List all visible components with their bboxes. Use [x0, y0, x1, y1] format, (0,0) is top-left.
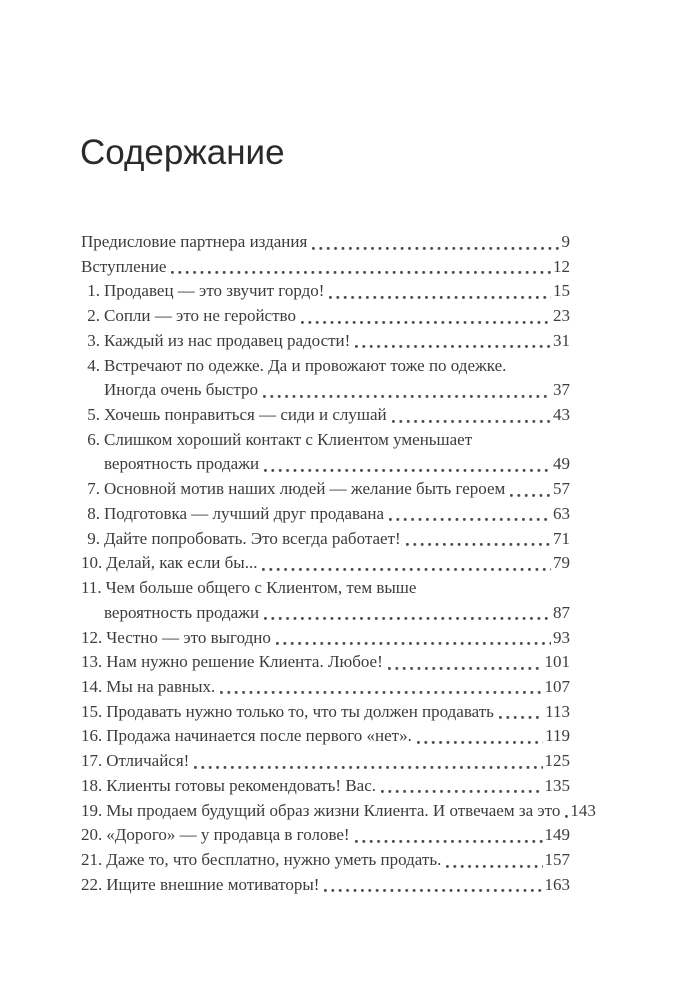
dot-leader — [416, 724, 543, 749]
chapter-title-text: Основной мотив наших людей — желание быть героем — [104, 479, 506, 499]
chapter-number: 7. — [87, 479, 100, 499]
chapter-number: 14. — [81, 676, 103, 696]
chapter-number: 3. — [87, 330, 100, 350]
toc-entry-line — [81, 551, 570, 576]
toc-entry-line — [81, 576, 570, 601]
toc-entry-line — [81, 452, 570, 477]
toc-entry-line — [81, 650, 570, 675]
toc-entry-line — [81, 279, 570, 304]
chapter-title-text: Даже то, что бесплатно, нужно уметь продать. — [106, 849, 442, 869]
toc-entry-line — [81, 848, 570, 873]
toc-entry-line — [81, 354, 570, 379]
page-number: 101 — [544, 652, 570, 672]
chapter-title-text: Клиенты готовы рекомендовать! Вас. — [106, 775, 376, 795]
page-number: 113 — [545, 701, 570, 721]
chapter-title-text: Дайте попробовать. Это всегда работает! — [104, 528, 401, 548]
dot-leader — [498, 700, 543, 725]
page-number: 43 — [553, 405, 570, 425]
page-number: 12 — [553, 256, 570, 276]
toc-entry-line — [81, 799, 596, 824]
chapter-title-text: вероятность продажи — [104, 454, 260, 474]
dot-leader — [391, 403, 551, 428]
chapter-title-text: Продавать нужно только то, что ты должен продавать — [106, 701, 494, 721]
chapter-title-text: Встречают по одежке. Да и провожают тоже по одежке. — [104, 355, 507, 375]
dot-leader — [405, 527, 551, 552]
chapter-number: 11. — [81, 578, 102, 598]
page-number: 37 — [553, 380, 570, 400]
page-number: 119 — [545, 726, 570, 746]
dot-leader — [388, 502, 551, 527]
chapter-title-text: Честно — это выгодно — [106, 627, 271, 647]
dot-leader — [275, 626, 551, 651]
page-number: 79 — [553, 553, 570, 573]
page-number: 15 — [553, 281, 570, 301]
chapter-number: 17. — [81, 751, 103, 771]
dot-leader — [328, 279, 551, 304]
dot-leader — [354, 329, 551, 354]
toc-entry-line — [81, 527, 570, 552]
dot-leader — [564, 799, 568, 824]
dot-leader — [323, 873, 542, 898]
page-number: 71 — [553, 528, 570, 548]
page-number: 9 — [561, 232, 570, 251]
toc-entry-line — [81, 428, 570, 453]
chapter-title-text: Вступление — [81, 256, 167, 276]
chapter-title-text: Мы продаем будущий образ жизни Клиента. И отвечаем за это — [106, 800, 561, 820]
chapter-number: 12. — [81, 627, 103, 647]
toc-entry-line — [81, 403, 570, 428]
dot-leader — [380, 774, 543, 799]
page-number: 57 — [553, 479, 570, 499]
page-title: Содержание — [80, 133, 285, 172]
toc-entry-line — [81, 724, 570, 749]
chapter-number: 22. — [81, 874, 103, 894]
chapter-number: 6. — [87, 429, 100, 449]
chapter-title-text: Чем больше общего с Клиентом, тем выше — [105, 578, 417, 598]
page-number: 125 — [544, 751, 570, 771]
toc-entry-line — [81, 749, 570, 774]
chapter-number: 2. — [87, 306, 100, 326]
chapter-number: 8. — [87, 503, 100, 523]
chapter-title-text: Мы на равных. — [106, 676, 216, 696]
page-number: 49 — [553, 454, 570, 474]
chapter-title-text: Продавец — это звучит гордо! — [104, 281, 325, 301]
toc-entry-line — [81, 255, 570, 280]
chapter-number: 9. — [87, 528, 100, 548]
chapter-title-text: Делай, как если бы... — [106, 553, 258, 573]
chapter-number: 18. — [81, 775, 103, 795]
chapter-title-text: Сопли — это не геройство — [104, 306, 296, 326]
chapter-title-text: Хочешь понравиться — сиди и слушай — [104, 405, 387, 425]
dot-leader — [261, 551, 551, 576]
dot-leader — [509, 477, 551, 502]
page-number: 149 — [544, 825, 570, 845]
dot-leader — [219, 675, 542, 700]
page-number: 87 — [553, 602, 570, 622]
chapter-number: 19. — [81, 800, 103, 820]
chapter-title-text: Продажа начинается после первого «нет». — [106, 726, 412, 746]
dot-leader — [387, 650, 543, 675]
dot-leader — [263, 601, 551, 626]
chapter-title-text: Ищите внешние мотиваторы! — [106, 874, 320, 894]
dot-leader — [263, 452, 551, 477]
chapter-title-text: Подготовка — лучший друг продавана — [104, 503, 385, 523]
page-number: 143 — [570, 800, 596, 820]
toc-entry-line — [81, 700, 570, 725]
toc-entry-line — [81, 873, 570, 898]
chapter-title-text: Каждый из нас продавец радости! — [104, 330, 351, 350]
chapter-number: 10. — [81, 553, 103, 573]
page-number: 23 — [553, 306, 570, 326]
toc-entry-line — [81, 774, 570, 799]
table-of-contents — [81, 230, 596, 897]
toc-entry-line — [81, 329, 570, 354]
chapter-number: 15. — [81, 701, 103, 721]
chapter-number: 13. — [81, 652, 103, 672]
toc-entry-line — [81, 626, 570, 651]
page-number: 107 — [544, 676, 570, 696]
page-number: 63 — [553, 503, 570, 523]
page-number: 135 — [544, 775, 570, 795]
chapter-number: 4. — [87, 355, 100, 375]
dot-leader — [300, 304, 551, 329]
dot-leader — [445, 848, 542, 873]
chapter-number: 5. — [87, 405, 100, 425]
chapter-number: 16. — [81, 726, 103, 746]
chapter-number: 1. — [87, 281, 100, 301]
dot-leader — [170, 255, 551, 280]
page-number: 157 — [544, 849, 570, 869]
chapter-title-text: Предисловие партнера издания — [81, 232, 308, 251]
chapter-title-text: Отличайся! — [106, 751, 190, 771]
toc-entry-line — [81, 477, 570, 502]
chapter-title-text: Нам нужно решение Клиента. Любое! — [106, 652, 383, 672]
toc-entry-line — [81, 502, 570, 527]
page-number: 93 — [553, 627, 570, 647]
toc-entry-line — [81, 601, 570, 626]
toc-entry-line — [81, 230, 570, 255]
toc-entry-line — [81, 823, 570, 848]
dot-leader — [311, 230, 559, 255]
page-number: 31 — [553, 330, 570, 350]
toc-entry-line — [81, 378, 570, 403]
page-number: 163 — [544, 874, 570, 894]
dot-leader — [354, 823, 543, 848]
dot-leader — [193, 749, 542, 774]
toc-entry-line — [81, 675, 570, 700]
chapter-title-text: Слишком хороший контакт с Клиентом уменьшает — [104, 429, 473, 449]
chapter-number: 21. — [81, 849, 103, 869]
toc-entry-line — [81, 304, 570, 329]
chapter-title-text: Иногда очень быстро — [104, 380, 258, 400]
dot-leader — [262, 378, 551, 403]
chapter-number: 20. — [81, 825, 103, 845]
chapter-title-text: «Дорого» — у продавца в голове! — [106, 825, 350, 845]
chapter-title-text: вероятность продажи — [104, 602, 260, 622]
